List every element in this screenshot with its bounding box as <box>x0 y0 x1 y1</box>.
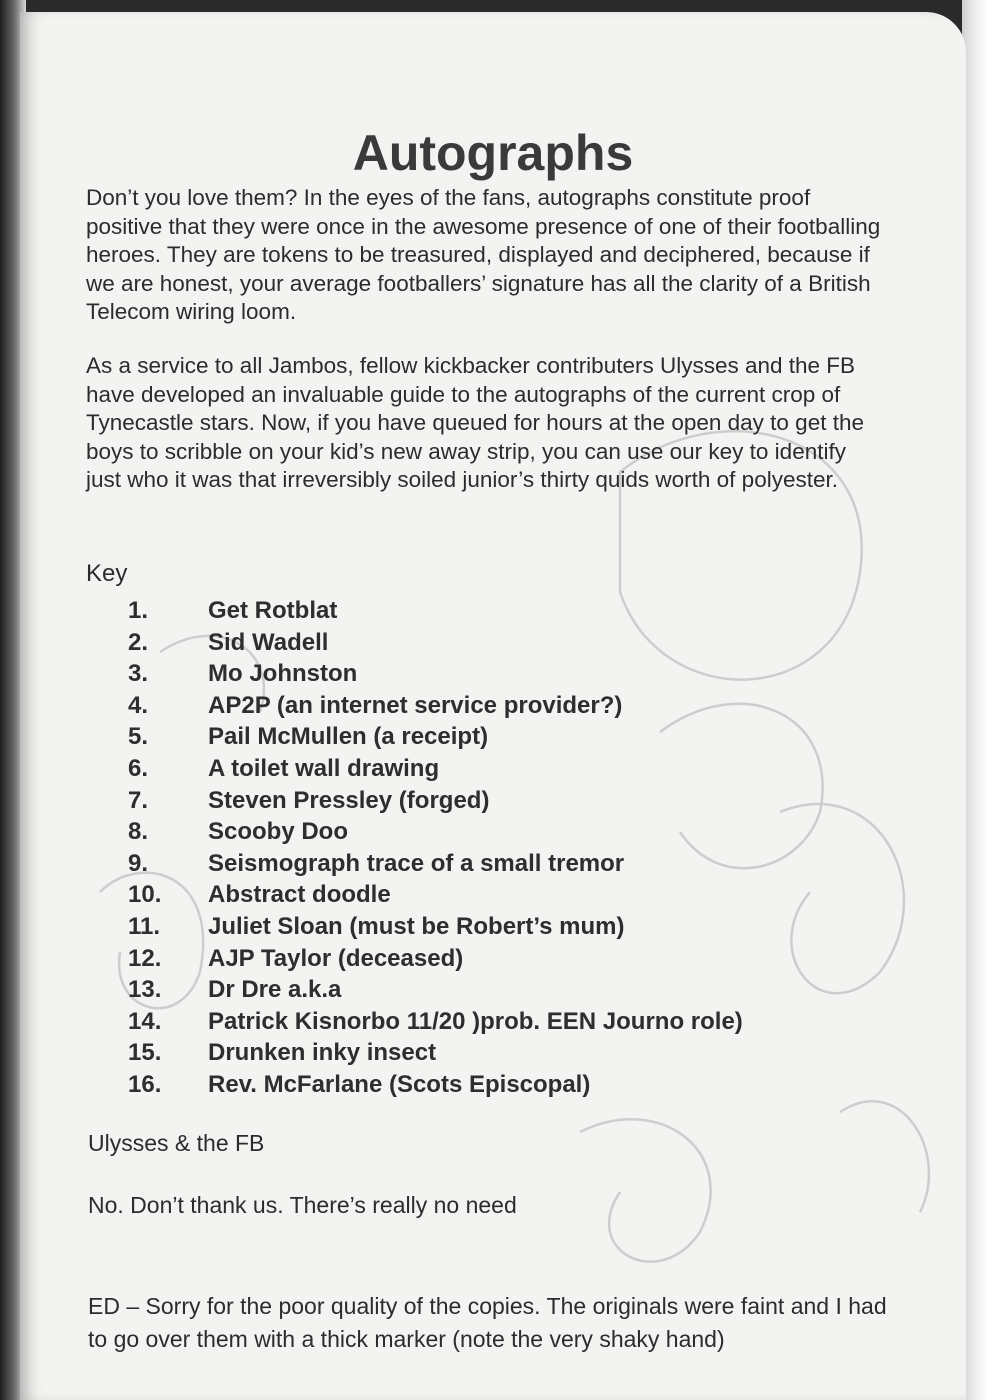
key-item <box>20 658 920 690</box>
key-item-number: 3. <box>128 660 149 688</box>
key-item-text: Abstract doodle <box>208 881 391 909</box>
key-item-number: 12. <box>128 944 162 972</box>
key-heading: Key <box>86 560 128 587</box>
key-item <box>20 721 920 753</box>
signoff-authors: Ulysses & the FB <box>88 1130 265 1156</box>
key-item <box>20 753 920 785</box>
key-item-number: 4. <box>128 691 149 719</box>
key-item-text: AJP Taylor (deceased) <box>208 944 464 972</box>
key-item-number: 9. <box>128 849 149 877</box>
key-item-number: 8. <box>128 818 149 846</box>
key-item-number: 14. <box>128 1007 162 1035</box>
intro-paragraph-2: As a service to all Jambos, fellow kickbacker contributers Ulysses and the FB have developed an invaluable guide to the autographs of the current crop of Tynecastle stars. Now, if you have queued for hours at the open day to get the boys to scribble on your kid’s new away strip, you can use our key to identify just who it was that irreversibly soiled junior’s thirty quids worth of polyester. <box>86 353 864 492</box>
key-item-number: 16. <box>128 1070 162 1098</box>
key-item-text: Get Rotblat <box>208 597 338 624</box>
key-item-text: Patrick Kisnorbo 11/20 )prob. EEN Journo role) <box>208 1007 743 1035</box>
key-item-number: 1. <box>128 597 149 624</box>
key-item-text: AP2P (an internet service provider?) <box>208 691 623 719</box>
key-item-number: 11. <box>128 912 161 940</box>
key-item-text: Dr Dre a.k.a <box>208 976 342 1004</box>
autograph-key-list <box>20 595 920 1101</box>
key-item <box>20 974 920 1006</box>
key-item-number: 15. <box>128 1039 162 1067</box>
intro-paragraph-1: Don’t you love them? In the eyes of the fans, autographs constitute proof positive that they were once in the awesome presence of one of their footballing heroes. They are tokens to be treasured, displayed and deciphered, because if we are honest, your average footballers’ signature has all the clarity of a British Telecom wiring loom. <box>86 185 881 324</box>
key-item <box>20 1006 920 1038</box>
key-item-number: 7. <box>128 786 149 814</box>
key-item-text: Steven Pressley (forged) <box>208 786 490 814</box>
key-item-text: Pail McMullen (a receipt) <box>208 723 489 751</box>
key-item-number: 5. <box>128 723 149 751</box>
key-item-number: 10. <box>128 881 162 909</box>
key-item-number: 6. <box>128 754 149 782</box>
key-item-text: Sid Wadell <box>208 628 329 656</box>
signoff-note: No. Don’t thank us. There’s really no need <box>88 1192 517 1218</box>
key-item <box>20 911 920 943</box>
key-item <box>20 690 920 722</box>
key-item <box>20 879 920 911</box>
key-item <box>20 848 920 880</box>
page-title: Autographs <box>352 124 634 181</box>
key-item-text: Seismograph trace of a small tremor <box>208 849 625 877</box>
key-item <box>20 785 920 817</box>
key-item <box>20 627 920 659</box>
key-item <box>20 816 920 848</box>
key-item-text: Scooby Doo <box>208 818 349 846</box>
key-item-text: A toilet wall drawing <box>208 754 440 782</box>
key-item-number: 2. <box>128 628 149 656</box>
key-item-text: Rev. McFarlane (Scots Episcopal) <box>208 1070 591 1098</box>
key-item <box>20 943 920 975</box>
key-item <box>20 595 920 627</box>
key-item-text: Juliet Sloan (must be Robert’s mum) <box>208 912 625 940</box>
key-item-number: 13. <box>128 976 162 1004</box>
editor-note: ED – Sorry for the poor quality of the copies. The originals were faint and I had to go over them with a thick marker (note the very shaky hand) <box>88 1293 887 1352</box>
key-item <box>20 1037 920 1069</box>
magazine-page <box>20 12 966 1400</box>
key-item-text: Drunken inky insect <box>208 1039 437 1067</box>
key-item <box>20 1069 920 1101</box>
key-item-text: Mo Johnston <box>208 660 358 688</box>
